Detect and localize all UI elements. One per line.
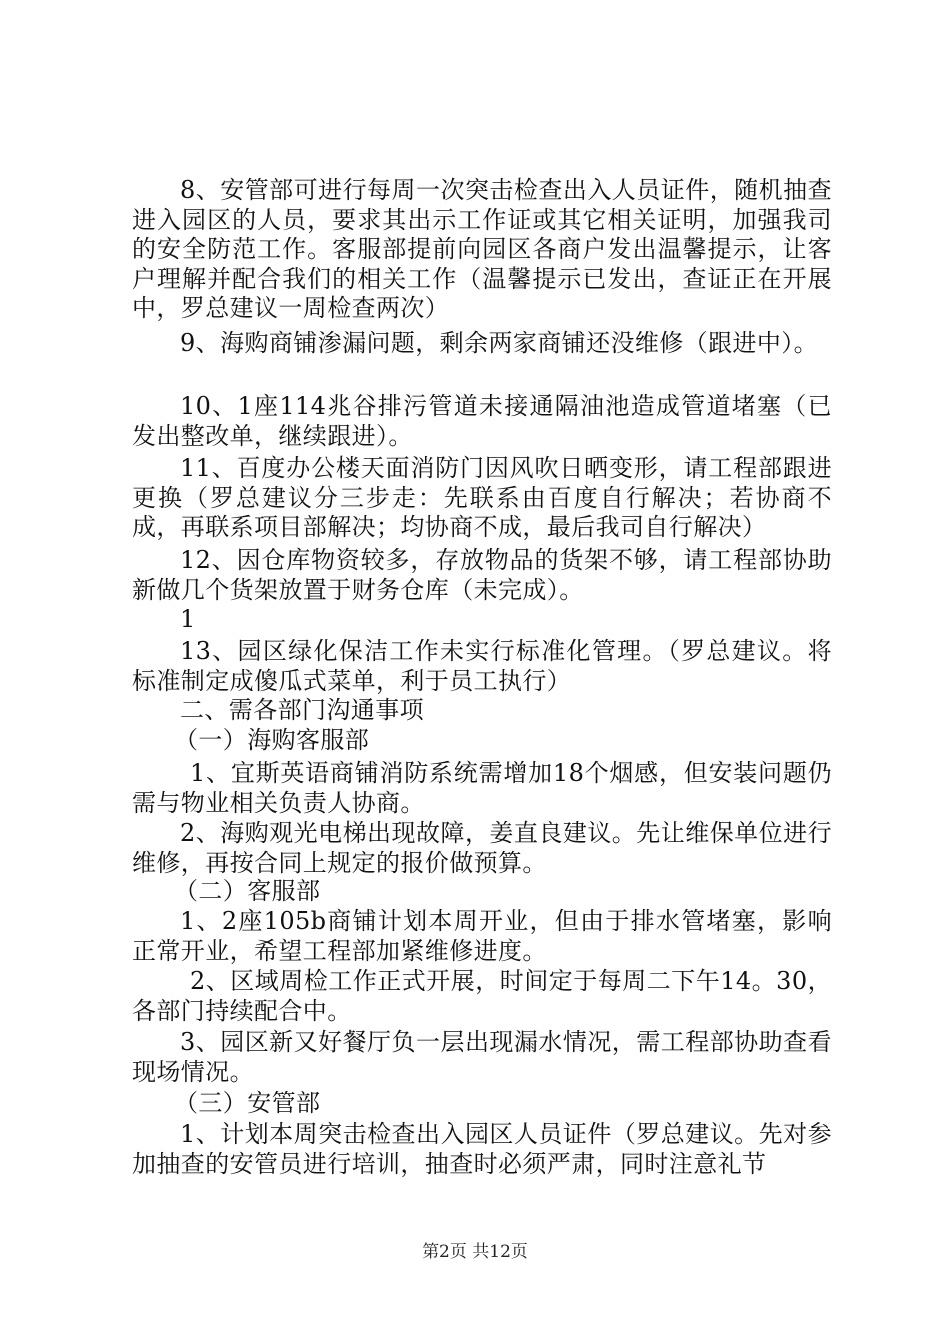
subsection-1-item-1: 1、宜斯英语商铺消防系统需增加18个烟感，但安装问题仍需与物业相关负责人协商。 [132,759,832,817]
page-footer [0,1241,950,1263]
subsection-heading-2: （二）客服部 [174,877,321,905]
subsection-heading-3: （三）安管部 [174,1089,321,1117]
stray-page-number: 1 [180,605,196,633]
subsection-1-item-2: 2、海购观光电梯出现故障，姜直良建议。先让维保单位进行维修，再按合同上规定的报价做预算。 [132,819,832,877]
subsection-2-item-3: 3、园区新又好餐厅负一层出现漏水情况，需工程部协助查看现场情况。 [132,1028,832,1086]
paragraph-item-13: 13、园区绿化保洁工作未实行标准化管理。（罗总建议。将标准制定成傻瓜式菜单，利于员工执行） [132,637,832,695]
subsection-2-item-2: 2、区域周检工作正式开展，时间定于每周二下午14。30，各部门持续配合中。 [132,967,832,1025]
page-number-label: 第2页 共12页 [422,1242,528,1262]
paragraph-item-9: 9、海购商铺渗漏问题，剩余两家商铺还没维修（跟进中）。 [180,329,819,357]
paragraph-item-11: 11、百度办公楼天面消防门因风吹日晒变形，请工程部跟进更换（罗总建议分三步走：先联系由百度自行解决；若协商不成，再联系项目部解决；均协商不成，最后我司自行解决） [132,454,832,541]
subsection-2-item-1: 1、2座105b商铺计划本周开业，但由于排水管堵塞，影响正常开业，希望工程部加紧维修进度。 [132,907,832,965]
paragraph-item-12: 12、因仓库物资较多，存放物品的货架不够，请工程部协助新做几个货架放置于财务仓库（未完成）。 [132,546,832,604]
paragraph-item-10: 10、1座114兆谷排污管道未接通隔油池造成管道堵塞（已发出整改单，继续跟进）。 [132,392,832,450]
subsection-3-item-1: 1、计划本周突击检查出入园区人员证件（罗总建议。先对参加抽查的安管员进行培训，抽查时必须严肃，同时注意礼节 [132,1120,832,1178]
section-heading-2: 二、需各部门沟通事项 [180,696,424,724]
paragraph-item-8: 8、安管部可进行每周一次突击检查出入人员证件，随机抽查进入园区的人员，要求其出示工作证或其它相关证明，加强我司的安全防范工作。客服部提前向园区各商户发出温馨提示，让客户理解并配合我们的相关工作（温馨提示已发出，查证正在开展中，罗总建议一周检查两次） [132,176,832,322]
subsection-heading-1: （一）海购客服部 [174,726,370,754]
